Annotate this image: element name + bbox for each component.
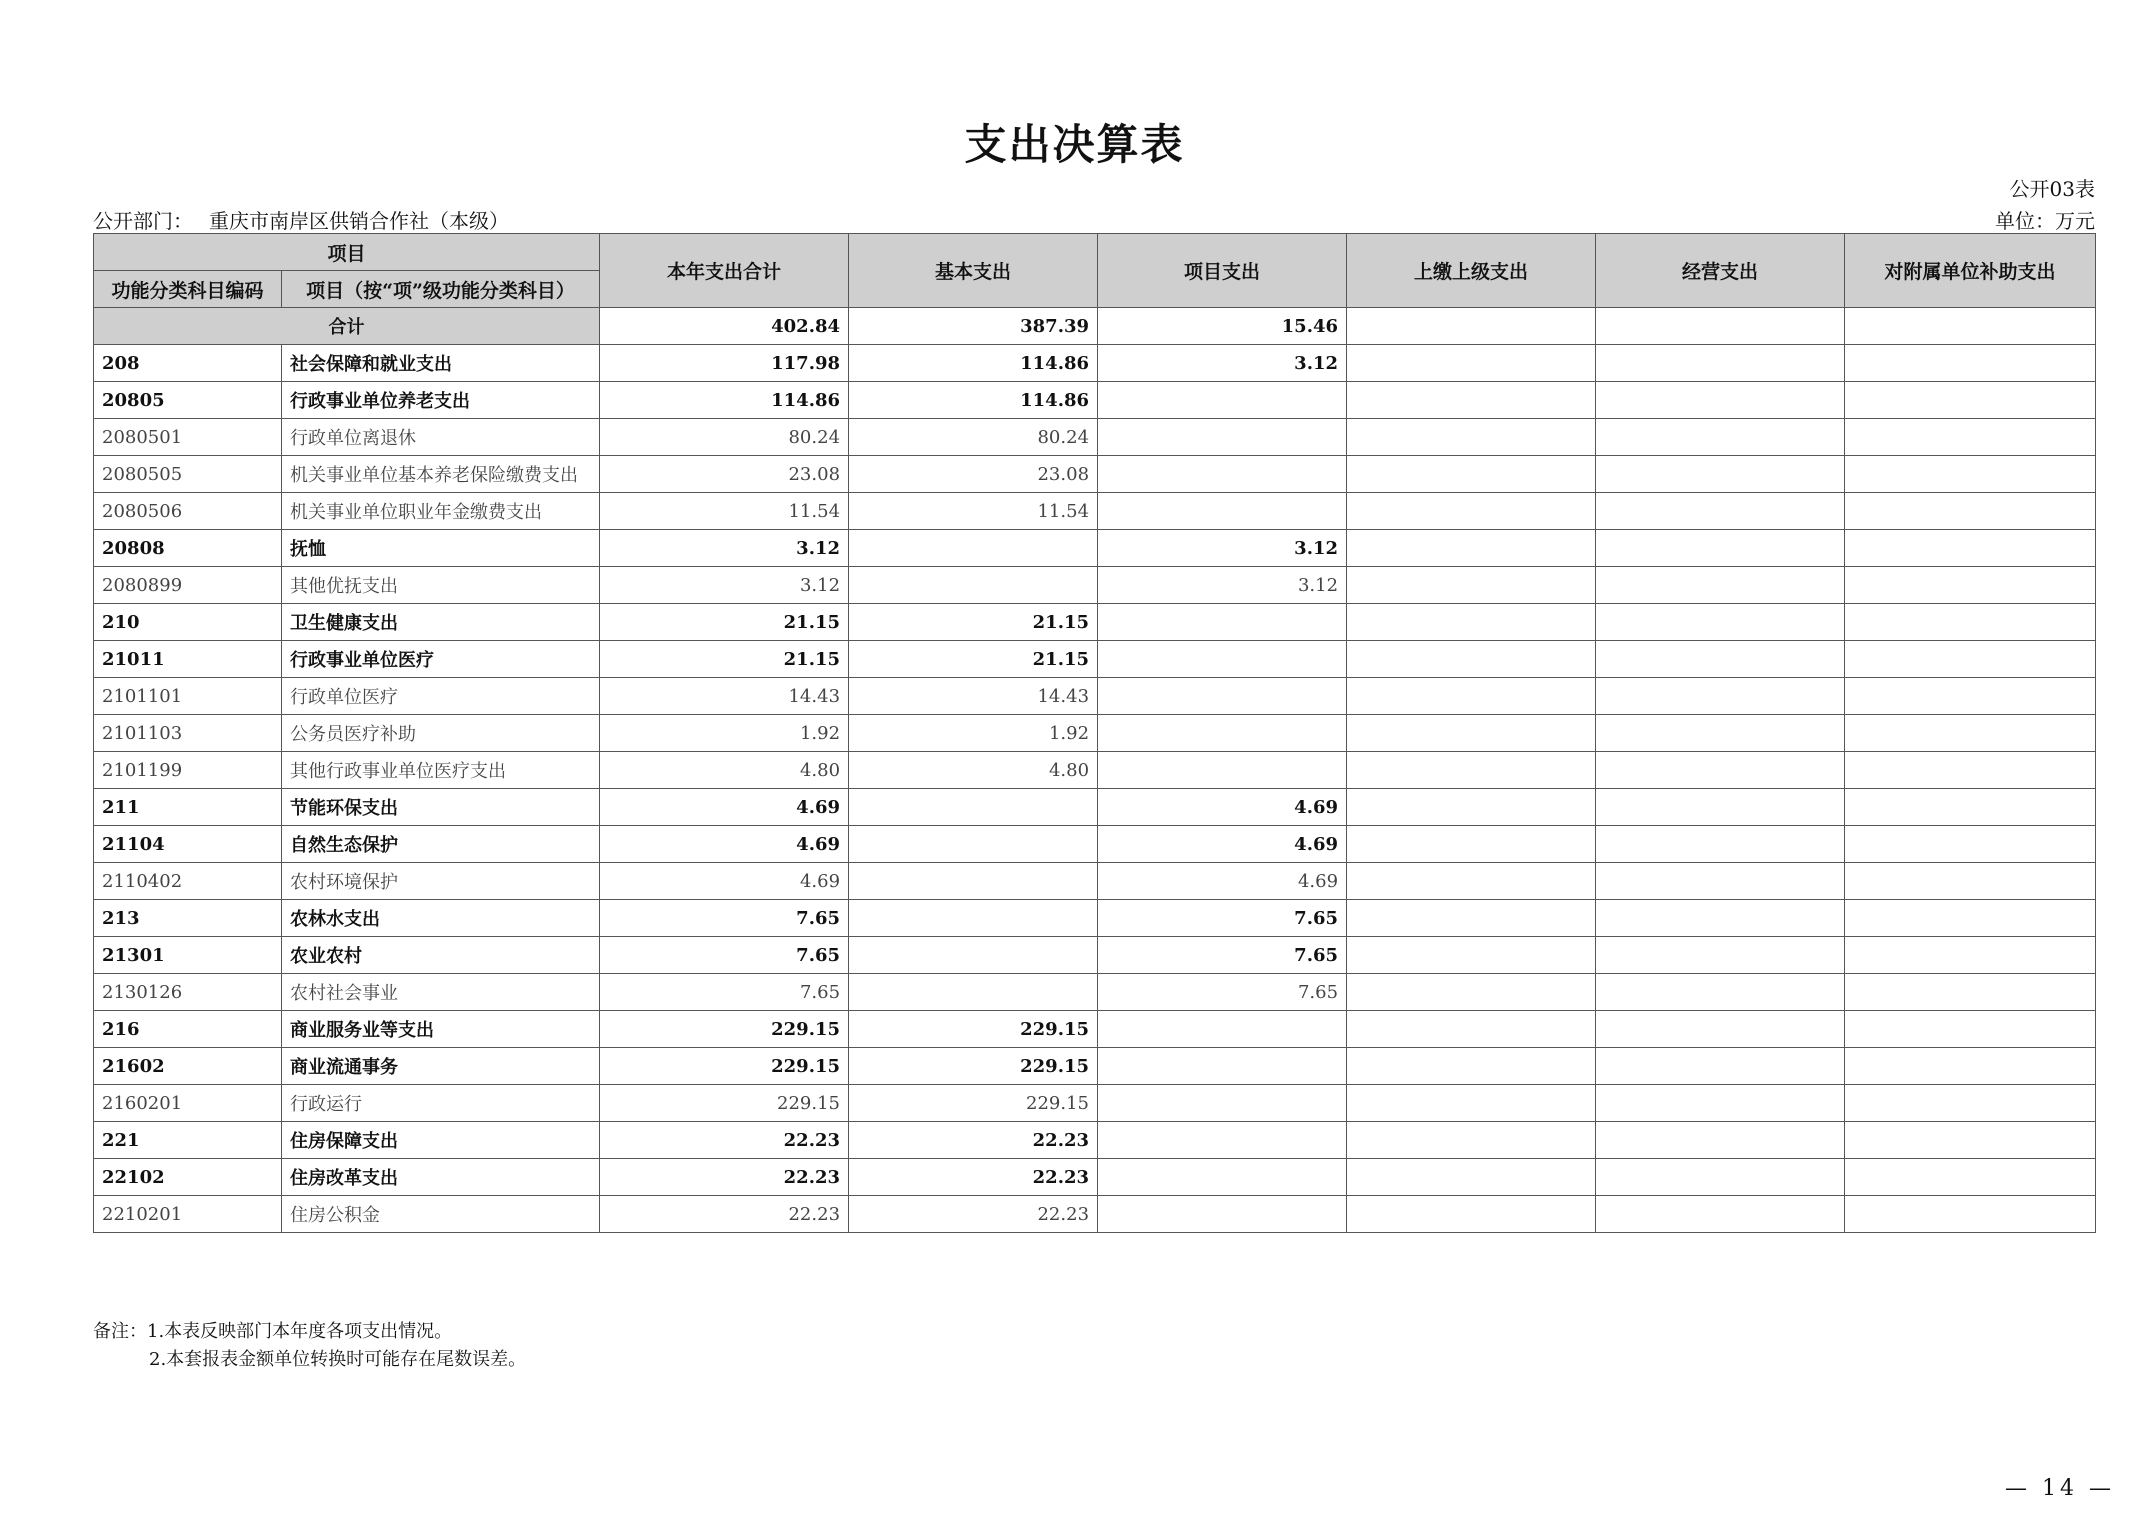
- subsidy-cell: [1845, 715, 2096, 752]
- code-cell: 2130126: [94, 974, 282, 1011]
- upper-cell: [1347, 567, 1596, 604]
- business-cell: [1596, 382, 1845, 419]
- business-cell: [1596, 604, 1845, 641]
- table-row: [94, 752, 2096, 789]
- business-cell: [1596, 345, 1845, 382]
- header-name: 项目（按“项”级功能分类科目）: [282, 271, 600, 308]
- project-cell: [1098, 382, 1347, 419]
- form-code: 公开03表: [2009, 177, 2095, 201]
- code-cell: 20805: [94, 382, 282, 419]
- total-cell: 402.84: [600, 308, 849, 345]
- business-cell: [1596, 567, 1845, 604]
- business-cell: [1596, 1196, 1845, 1233]
- code-cell: 2101199: [94, 752, 282, 789]
- project-cell: [1098, 493, 1347, 530]
- upper-cell: [1347, 900, 1596, 937]
- name-cell: 商业服务业等支出: [282, 1011, 600, 1048]
- table-row: [94, 530, 2096, 567]
- basic-cell: [849, 937, 1098, 974]
- business-cell: [1596, 937, 1845, 974]
- code-cell: 21104: [94, 826, 282, 863]
- total-upper-cell: [1347, 308, 1596, 345]
- project-cell: 7.65: [1098, 900, 1347, 937]
- name-cell: 节能环保支出: [282, 789, 600, 826]
- project-cell: 3.12: [1098, 530, 1347, 567]
- business-cell: [1596, 752, 1845, 789]
- total-cell: 11.54: [600, 493, 849, 530]
- basic-cell: 4.80: [849, 752, 1098, 789]
- total-cell: 80.24: [600, 419, 849, 456]
- total-cell: 22.23: [600, 1122, 849, 1159]
- code-cell: 2101103: [94, 715, 282, 752]
- project-cell: [1098, 1085, 1347, 1122]
- table-row: [94, 678, 2096, 715]
- subsidy-cell: [1845, 456, 2096, 493]
- department-label: 公开部门：: [93, 209, 193, 233]
- header-upper: 上缴上级支出: [1347, 234, 1596, 308]
- department-line: [93, 205, 509, 234]
- header-subsidy: 对附属单位补助支出: [1845, 234, 2096, 308]
- upper-cell: [1347, 1048, 1596, 1085]
- total-cell: 1.92: [600, 715, 849, 752]
- upper-cell: [1347, 493, 1596, 530]
- upper-cell: [1347, 715, 1596, 752]
- table-row: [94, 382, 2096, 419]
- total-cell: 4.69: [600, 826, 849, 863]
- code-cell: 21301: [94, 937, 282, 974]
- basic-cell: 229.15: [849, 1085, 1098, 1122]
- project-cell: [1098, 678, 1347, 715]
- name-cell: 行政事业单位养老支出: [282, 382, 600, 419]
- name-cell: 行政运行: [282, 1085, 600, 1122]
- basic-cell: [849, 567, 1098, 604]
- basic-cell: 21.15: [849, 641, 1098, 678]
- name-cell: 其他行政事业单位医疗支出: [282, 752, 600, 789]
- subsidy-cell: [1845, 863, 2096, 900]
- upper-cell: [1347, 974, 1596, 1011]
- page-number: — 14 —: [2005, 1476, 2115, 1501]
- upper-cell: [1347, 1011, 1596, 1048]
- total-subsidy-cell: [1845, 308, 2096, 345]
- name-cell: 住房保障支出: [282, 1122, 600, 1159]
- table-row: [94, 826, 2096, 863]
- code-cell: 2101101: [94, 678, 282, 715]
- table-row: [94, 1048, 2096, 1085]
- code-cell: 21602: [94, 1048, 282, 1085]
- basic-cell: [849, 530, 1098, 567]
- table-row: [94, 1085, 2096, 1122]
- total-cell: 22.23: [600, 1196, 849, 1233]
- upper-cell: [1347, 530, 1596, 567]
- code-cell: 2080505: [94, 456, 282, 493]
- project-cell: 3.12: [1098, 345, 1347, 382]
- code-cell: 20808: [94, 530, 282, 567]
- business-cell: [1596, 1011, 1845, 1048]
- upper-cell: [1347, 604, 1596, 641]
- total-cell: 3.12: [600, 530, 849, 567]
- basic-cell: 22.23: [849, 1196, 1098, 1233]
- project-cell: [1098, 1048, 1347, 1085]
- total-cell: 229.15: [600, 1011, 849, 1048]
- total-cell: 4.80: [600, 752, 849, 789]
- business-cell: [1596, 419, 1845, 456]
- upper-cell: [1347, 1196, 1596, 1233]
- subsidy-cell: [1845, 530, 2096, 567]
- basic-cell: [849, 826, 1098, 863]
- subsidy-cell: [1845, 789, 2096, 826]
- total-cell: 21.15: [600, 604, 849, 641]
- code-cell: 216: [94, 1011, 282, 1048]
- code-cell: 211: [94, 789, 282, 826]
- basic-cell: 21.15: [849, 604, 1098, 641]
- code-cell: 210: [94, 604, 282, 641]
- basic-cell: 229.15: [849, 1011, 1098, 1048]
- table-row: [94, 974, 2096, 1011]
- upper-cell: [1347, 456, 1596, 493]
- table-row: [94, 456, 2096, 493]
- table-row: [94, 789, 2096, 826]
- notes: [93, 1318, 526, 1374]
- name-cell: 抚恤: [282, 530, 600, 567]
- subsidy-cell: [1845, 493, 2096, 530]
- basic-cell: 23.08: [849, 456, 1098, 493]
- upper-cell: [1347, 345, 1596, 382]
- business-cell: [1596, 1085, 1845, 1122]
- code-cell: 2080899: [94, 567, 282, 604]
- name-cell: 商业流通事务: [282, 1048, 600, 1085]
- header-project-group: 项目: [94, 234, 600, 271]
- subsidy-cell: [1845, 1159, 2096, 1196]
- upper-cell: [1347, 641, 1596, 678]
- name-cell: 行政单位离退休: [282, 419, 600, 456]
- header-business: 经营支出: [1596, 234, 1845, 308]
- department-name: 重庆市南岸区供销合作社（本级）: [209, 209, 509, 233]
- business-cell: [1596, 974, 1845, 1011]
- subsidy-cell: [1845, 641, 2096, 678]
- basic-cell: 229.15: [849, 1048, 1098, 1085]
- total-cell: 22.23: [600, 1159, 849, 1196]
- business-cell: [1596, 530, 1845, 567]
- total-cell: 117.98: [600, 345, 849, 382]
- project-cell: [1098, 1159, 1347, 1196]
- note-line-2: 2.本套报表金额单位转换时可能存在尾数误差。: [149, 1349, 527, 1370]
- code-cell: 2160201: [94, 1085, 282, 1122]
- upper-cell: [1347, 826, 1596, 863]
- business-cell: [1596, 1159, 1845, 1196]
- name-cell: 社会保障和就业支出: [282, 345, 600, 382]
- total-cell: 23.08: [600, 456, 849, 493]
- upper-cell: [1347, 937, 1596, 974]
- project-cell: 7.65: [1098, 974, 1347, 1011]
- name-cell: 农村环境保护: [282, 863, 600, 900]
- project-cell: [1098, 456, 1347, 493]
- subsidy-cell: [1845, 567, 2096, 604]
- upper-cell: [1347, 863, 1596, 900]
- project-cell: [1098, 419, 1347, 456]
- basic-cell: 80.24: [849, 419, 1098, 456]
- code-cell: 2080501: [94, 419, 282, 456]
- table-row: [94, 641, 2096, 678]
- total-cell: 7.65: [600, 974, 849, 1011]
- project-cell: [1098, 641, 1347, 678]
- total-cell: 3.12: [600, 567, 849, 604]
- code-cell: 208: [94, 345, 282, 382]
- code-cell: 213: [94, 900, 282, 937]
- name-cell: 住房改革支出: [282, 1159, 600, 1196]
- code-cell: 21011: [94, 641, 282, 678]
- upper-cell: [1347, 419, 1596, 456]
- project-cell: [1098, 604, 1347, 641]
- code-cell: 221: [94, 1122, 282, 1159]
- basic-cell: [849, 789, 1098, 826]
- upper-cell: [1347, 382, 1596, 419]
- upper-cell: [1347, 678, 1596, 715]
- code-cell: 22102: [94, 1159, 282, 1196]
- basic-cell: 114.86: [849, 382, 1098, 419]
- name-cell: 自然生态保护: [282, 826, 600, 863]
- header-code: 功能分类科目编码: [94, 271, 282, 308]
- name-cell: 其他优抚支出: [282, 567, 600, 604]
- header-basic: 基本支出: [849, 234, 1098, 308]
- name-cell: 农林水支出: [282, 900, 600, 937]
- upper-cell: [1347, 789, 1596, 826]
- header-total: 本年支出合计: [600, 234, 849, 308]
- subsidy-cell: [1845, 937, 2096, 974]
- subsidy-cell: [1845, 678, 2096, 715]
- business-cell: [1596, 826, 1845, 863]
- page-title: 支出决算表: [964, 120, 1185, 169]
- table-row: [94, 604, 2096, 641]
- code-cell: 2080506: [94, 493, 282, 530]
- project-cell: 7.65: [1098, 937, 1347, 974]
- business-cell: [1596, 641, 1845, 678]
- basic-cell: [849, 863, 1098, 900]
- name-cell: 公务员医疗补助: [282, 715, 600, 752]
- subsidy-cell: [1845, 604, 2096, 641]
- business-cell: [1596, 900, 1845, 937]
- business-cell: [1596, 715, 1845, 752]
- basic-cell: 114.86: [849, 345, 1098, 382]
- subsidy-cell: [1845, 826, 2096, 863]
- table-row: [94, 419, 2096, 456]
- basic-cell: 11.54: [849, 493, 1098, 530]
- table-row: [94, 900, 2096, 937]
- name-cell: 住房公积金: [282, 1196, 600, 1233]
- table-row: [94, 1122, 2096, 1159]
- project-cell: 4.69: [1098, 789, 1347, 826]
- total-cell: 229.15: [600, 1085, 849, 1122]
- business-cell: [1596, 678, 1845, 715]
- business-cell: [1596, 1122, 1845, 1159]
- table-row: [94, 345, 2096, 382]
- project-cell: [1098, 1122, 1347, 1159]
- project-cell: [1098, 1196, 1347, 1233]
- subsidy-cell: [1845, 1011, 2096, 1048]
- basic-cell: 1.92: [849, 715, 1098, 752]
- name-cell: 行政单位医疗: [282, 678, 600, 715]
- basic-cell: [849, 900, 1098, 937]
- table-row: [94, 863, 2096, 900]
- basic-cell: 22.23: [849, 1159, 1098, 1196]
- table-row: [94, 567, 2096, 604]
- name-cell: 卫生健康支出: [282, 604, 600, 641]
- basic-cell: [849, 974, 1098, 1011]
- name-cell: 机关事业单位基本养老保险缴费支出: [282, 456, 600, 493]
- subsidy-cell: [1845, 900, 2096, 937]
- unit-label: 单位：万元: [1995, 209, 2095, 233]
- code-cell: 2210201: [94, 1196, 282, 1233]
- upper-cell: [1347, 1085, 1596, 1122]
- table-row: [94, 1159, 2096, 1196]
- project-cell: 4.69: [1098, 863, 1347, 900]
- table-row: [94, 1196, 2096, 1233]
- code-cell: 2110402: [94, 863, 282, 900]
- upper-cell: [1347, 752, 1596, 789]
- subsidy-cell: [1845, 752, 2096, 789]
- table-row: [94, 715, 2096, 752]
- total-basic-cell: 387.39: [849, 308, 1098, 345]
- total-cell: 14.43: [600, 678, 849, 715]
- upper-cell: [1347, 1159, 1596, 1196]
- name-cell: 农村社会事业: [282, 974, 600, 1011]
- total-row: [94, 308, 2096, 345]
- project-cell: [1098, 1011, 1347, 1048]
- total-cell: 21.15: [600, 641, 849, 678]
- total-project-cell: 15.46: [1098, 308, 1347, 345]
- total-cell: 4.69: [600, 863, 849, 900]
- expenditure-table: [93, 233, 2096, 1233]
- basic-cell: 14.43: [849, 678, 1098, 715]
- business-cell: [1596, 789, 1845, 826]
- table-row: [94, 937, 2096, 974]
- subsidy-cell: [1845, 1196, 2096, 1233]
- total-cell: 4.69: [600, 789, 849, 826]
- total-cell: 7.65: [600, 937, 849, 974]
- project-cell: [1098, 715, 1347, 752]
- subsidy-cell: [1845, 974, 2096, 1011]
- subsidy-cell: [1845, 1048, 2096, 1085]
- header-project: 项目支出: [1098, 234, 1347, 308]
- project-cell: [1098, 752, 1347, 789]
- basic-cell: 22.23: [849, 1122, 1098, 1159]
- table-row: [94, 493, 2096, 530]
- subsidy-cell: [1845, 419, 2096, 456]
- business-cell: [1596, 1048, 1845, 1085]
- total-label: 合计: [94, 308, 600, 345]
- subsidy-cell: [1845, 1122, 2096, 1159]
- total-cell: 7.65: [600, 900, 849, 937]
- note-line-1: 备注：1.本表反映部门本年度各项支出情况。: [93, 1321, 453, 1342]
- subsidy-cell: [1845, 1085, 2096, 1122]
- name-cell: 机关事业单位职业年金缴费支出: [282, 493, 600, 530]
- business-cell: [1596, 456, 1845, 493]
- project-cell: 4.69: [1098, 826, 1347, 863]
- business-cell: [1596, 493, 1845, 530]
- total-business-cell: [1596, 308, 1845, 345]
- project-cell: 3.12: [1098, 567, 1347, 604]
- name-cell: 农业农村: [282, 937, 600, 974]
- subsidy-cell: [1845, 382, 2096, 419]
- subsidy-cell: [1845, 345, 2096, 382]
- total-cell: 114.86: [600, 382, 849, 419]
- business-cell: [1596, 863, 1845, 900]
- upper-cell: [1347, 1122, 1596, 1159]
- name-cell: 行政事业单位医疗: [282, 641, 600, 678]
- total-cell: 229.15: [600, 1048, 849, 1085]
- table-row: [94, 1011, 2096, 1048]
